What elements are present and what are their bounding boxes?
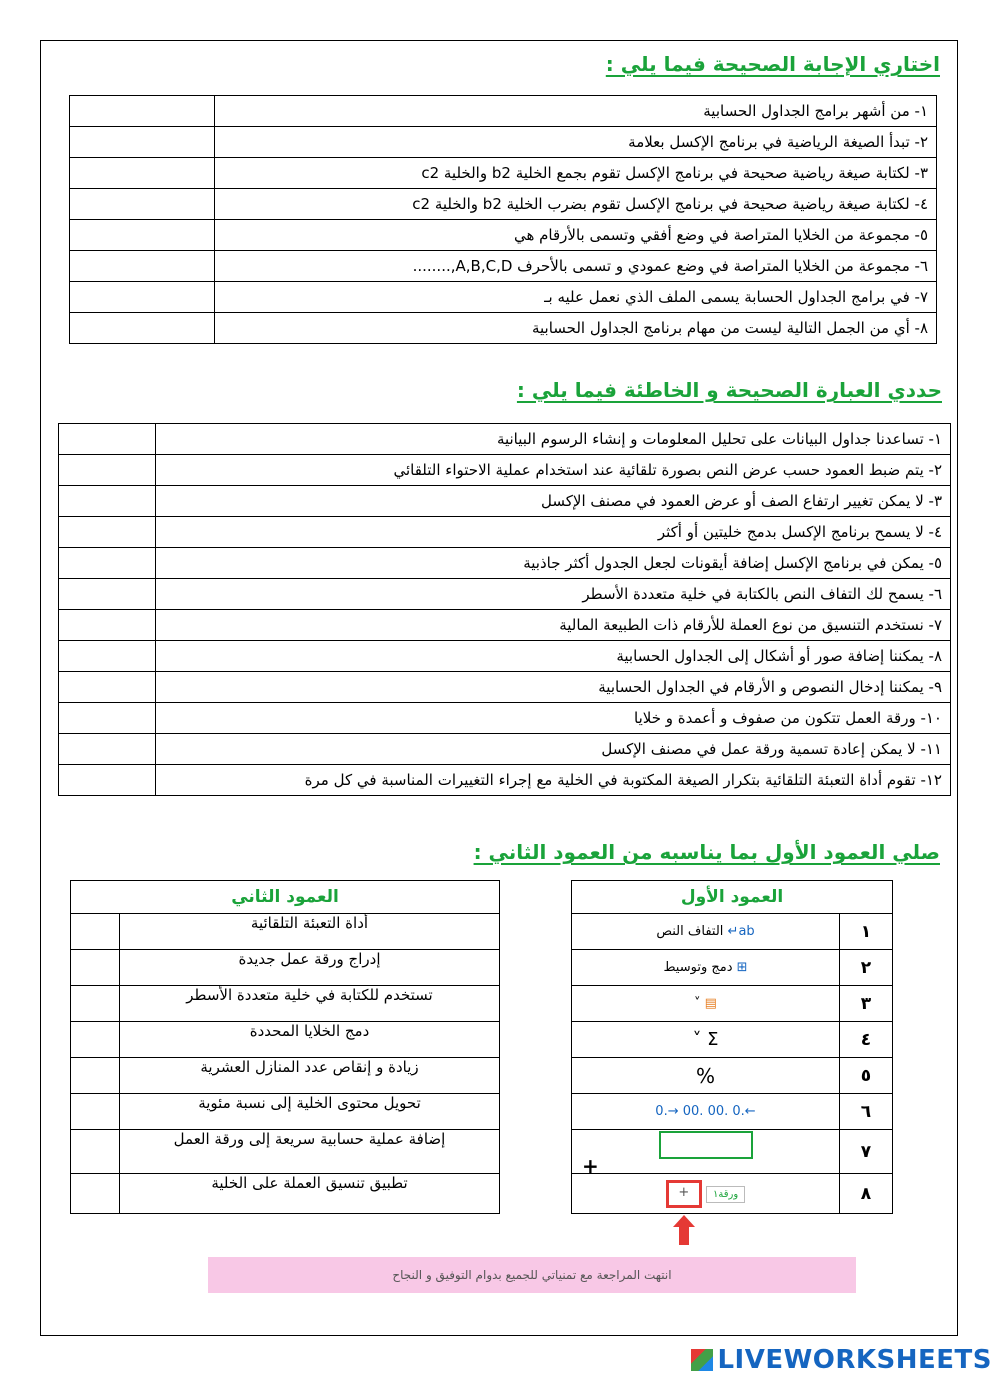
section3-heading: صلي العمود الأول بما يناسبه من العمود الثاني : [473, 840, 940, 864]
question-text: ٢- تبدأ الصيغة الرياضية في برنامج الإكسل بعلامة [215, 127, 937, 158]
answer-cell[interactable] [59, 548, 156, 579]
wrap-text-label: التفاف النص [656, 924, 724, 939]
answer-cell[interactable] [59, 517, 156, 548]
match-item: إدراج ورقة عمل جديدة [120, 950, 500, 986]
statement-text: ١٠- ورقة العمل تتكون من صفوف و أعمدة و خلايا [156, 703, 951, 734]
match-item: تحويل محتوى الخلية إلى نسبة مئوية [120, 1094, 500, 1130]
table-row [59, 548, 951, 579]
currency-format-icon: ▤ ˅ [572, 986, 840, 1022]
answer-cell[interactable] [59, 703, 156, 734]
answer-cell[interactable] [71, 1094, 120, 1130]
question-text: ٥- مجموعة من الخلايا المتراصة في وضع أفقي وتسمى بالأرقام هي [215, 220, 937, 251]
statement-text: ٨- يمكننا إضافة صور أو أشكال إلى الجداول الحسابية [156, 641, 951, 672]
question-text: ٦- مجموعة من الخلايا المتراصة في وضع عمودي و تسمى بالأحرف A,B,C,D,........ [215, 251, 937, 282]
statement-text: ٢- يتم ضبط العمود حسب عرض النص بصورة تلقائية عند استخدام عملية الاحتواء التلقائي [156, 455, 951, 486]
statement-text: ٩- يمكننا إدخال النصوص و الأرقام في الجداول الحسابية [156, 672, 951, 703]
answer-cell[interactable] [59, 672, 156, 703]
question-text: ٣- لكتابة صيغة رياضية صحيحة في برنامج الإكسل تقوم بجمع الخلية b2 والخلية c2 [215, 158, 937, 189]
table-row [59, 579, 951, 610]
column1-title: العمود الأول [572, 881, 893, 914]
multiple-choice-table [69, 95, 937, 344]
statement-text: ٧- نستخدم التنسيق من نوع العملة للأرقام ذات الطبيعة المالية [156, 610, 951, 641]
row-number: ٦ [840, 1094, 893, 1130]
merge-center-icon: ⊞ دمج وتوسيط [572, 950, 840, 986]
table-row [70, 96, 937, 127]
answer-cell[interactable] [59, 734, 156, 765]
new-sheet-icon [572, 1174, 840, 1214]
row-number: ٥ [840, 1058, 893, 1094]
merge-center-label: دمج وتوسيط [663, 960, 733, 975]
answer-cell[interactable] [70, 96, 215, 127]
answer-cell[interactable] [59, 486, 156, 517]
section2-heading: حددي العبارة الصحيحة و الخاطئة فيما يلي : [516, 378, 942, 402]
question-text: ١- من أشهر برامج الجداول الحسابية [215, 96, 937, 127]
table-row [59, 672, 951, 703]
answer-cell[interactable] [59, 641, 156, 672]
answer-cell[interactable] [70, 189, 215, 220]
table-row [59, 765, 951, 796]
table-row [70, 251, 937, 282]
statement-text: ١١- لا يمكن إعادة تسمية ورقة عمل في مصنف الإكسل [156, 734, 951, 765]
statement-text: ١- تساعدنا جداول البيانات على تحليل المعلومات و إنشاء الرسوم البيانية [156, 424, 951, 455]
table-row [70, 220, 937, 251]
answer-cell[interactable] [59, 579, 156, 610]
answer-cell[interactable] [71, 950, 120, 986]
table-row [59, 486, 951, 517]
column2-title: العمود الثاني [71, 881, 500, 914]
answer-cell[interactable] [70, 251, 215, 282]
answer-cell[interactable] [59, 424, 156, 455]
table-row [70, 127, 937, 158]
table-row [59, 517, 951, 548]
question-text: ٤- لكتابة صيغة رياضية صحيحة في برنامج الإكسل تقوم بضرب الخلية b2 والخلية c2 [215, 189, 937, 220]
answer-cell[interactable] [70, 158, 215, 189]
plus-icon: + [666, 1180, 702, 1208]
decimal-places-icon: ←.0 .00 .00 →.0 [572, 1094, 840, 1130]
answer-cell[interactable] [71, 1174, 120, 1214]
row-number: ٨ [840, 1174, 893, 1214]
table-row [59, 703, 951, 734]
liveworksheets-logo [691, 1345, 992, 1375]
answer-cell[interactable] [70, 313, 215, 344]
table-row [59, 424, 951, 455]
true-false-table [58, 423, 951, 796]
autosum-icon: Σ ˅ [572, 1022, 840, 1058]
answer-cell[interactable] [59, 765, 156, 796]
answer-cell[interactable] [71, 986, 120, 1022]
column1-table [571, 880, 893, 1214]
percent-icon: % [572, 1058, 840, 1094]
match-item: أداة التعبئة التلقائية [120, 914, 500, 950]
table-row [59, 641, 951, 672]
answer-cell[interactable] [59, 455, 156, 486]
question-text: ٨- أي من الجمل التالية ليست من مهام برنامج الجداول الحسابية [215, 313, 937, 344]
answer-cell[interactable] [71, 1022, 120, 1058]
match-item: زيادة و إنقاص عدد المنازل العشرية [120, 1058, 500, 1094]
table-row [59, 734, 951, 765]
statement-text: ١٢- تقوم أداة التعبئة التلقائية بتكرار الصيغة المكتوبة في الخلية مع إجراء التغييرات المناسبة في كل مرة [156, 765, 951, 796]
row-number: ٣ [840, 986, 893, 1022]
answer-cell[interactable] [71, 1130, 120, 1174]
table-row [70, 313, 937, 344]
wrap-text-icon: ab↵ التفاف النص [572, 914, 840, 950]
closing-banner: انتهت المراجعة مع تمنياتي للجميع بدوام التوفيق و النجاح [208, 1257, 856, 1293]
row-number: ١ [840, 914, 893, 950]
match-item: تستخدم للكتابة في خلية متعددة الأسطر [120, 986, 500, 1022]
column2-table [70, 880, 500, 1214]
answer-cell[interactable] [71, 1058, 120, 1094]
sheet-tab: ورقة١ [706, 1186, 745, 1203]
row-number: ٧ [840, 1130, 893, 1174]
autofill-handle-icon: + [572, 1130, 840, 1174]
table-row [70, 282, 937, 313]
answer-cell[interactable] [70, 127, 215, 158]
statement-text: ٥- يمكن في برنامج الإكسل إضافة أيقونات لجعل الجدول أكثر جاذبية [156, 548, 951, 579]
row-number: ٢ [840, 950, 893, 986]
selected-cell-box [659, 1131, 753, 1159]
answer-cell[interactable] [59, 610, 156, 641]
row-number: ٤ [840, 1022, 893, 1058]
statement-text: ٦- يسمح لك التفاف النص بالكتابة في خلية متعددة الأسطر [156, 579, 951, 610]
match-item: إضافة عملية حسابية سريعة إلى ورقة العمل [120, 1130, 500, 1174]
table-row [70, 158, 937, 189]
table-row [59, 610, 951, 641]
answer-cell[interactable] [70, 282, 215, 313]
answer-cell[interactable] [71, 914, 120, 950]
statement-text: ٣- لا يمكن تغيير ارتفاع الصف أو عرض العمود في مصنف الإكسل [156, 486, 951, 517]
logo-text: LIVEWORKSHEETS [717, 1345, 992, 1375]
match-item: تطبيق تنسيق العملة على الخلية [120, 1174, 500, 1214]
answer-cell[interactable] [70, 220, 215, 251]
match-item: دمج الخلايا المحددة [120, 1022, 500, 1058]
section1-heading: اختاري الإجابة الصحيحة فيما يلي : [605, 52, 940, 76]
table-row [59, 455, 951, 486]
logo-cube-icon [691, 1349, 713, 1371]
question-text: ٧- في برامج الجداول الحسابة يسمى الملف الذي نعمل عليه بـ [215, 282, 937, 313]
table-row [70, 189, 937, 220]
statement-text: ٤- لا يسمح برنامج الإكسل بدمج خليتين أو أكثر [156, 517, 951, 548]
